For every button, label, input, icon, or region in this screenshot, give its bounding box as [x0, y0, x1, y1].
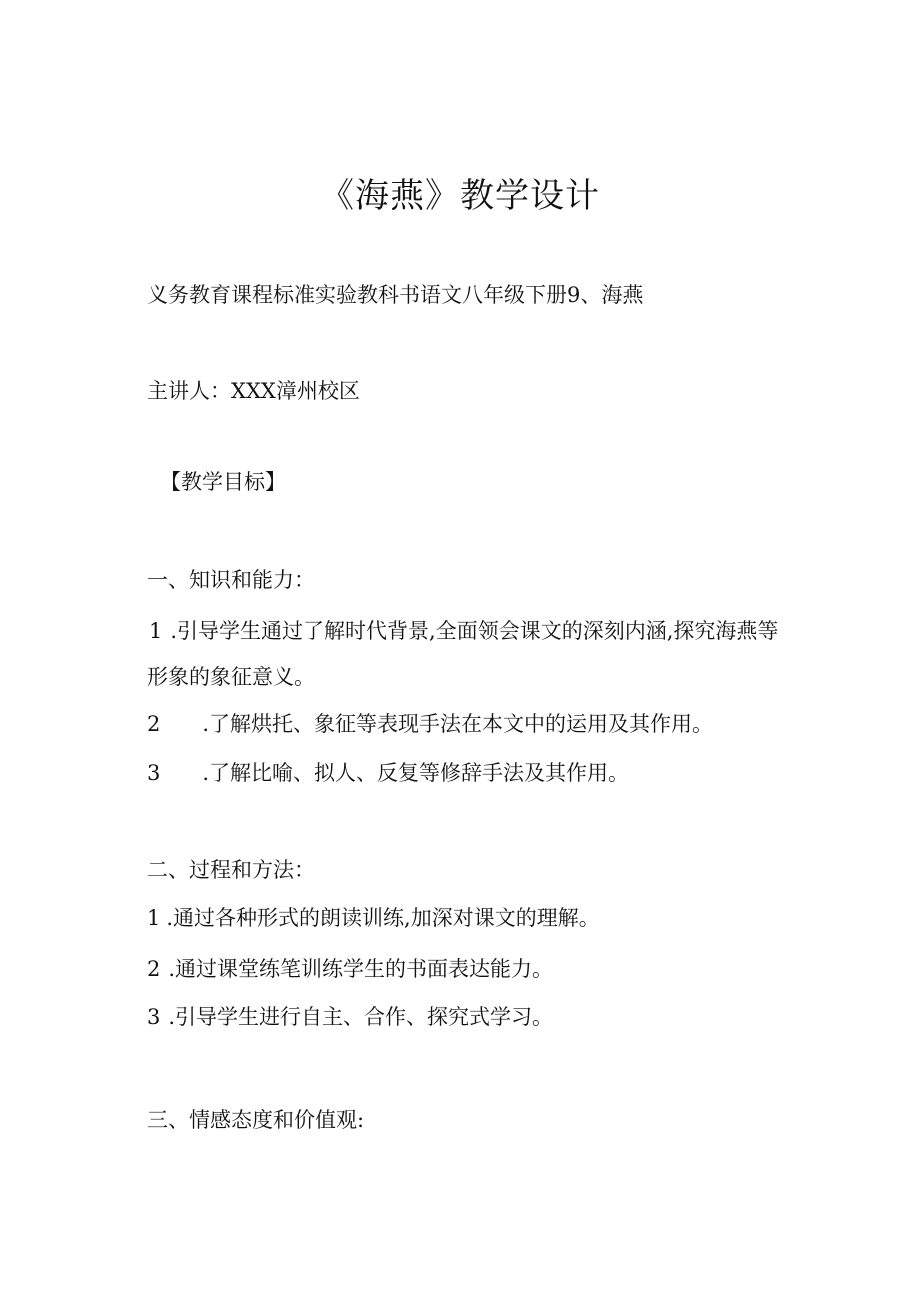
section-heading-knowledge: 一、知识和能力： — [147, 568, 315, 592]
speaker-line: 主讲人：XXX漳州校区 — [147, 379, 360, 403]
item-number: 1 — [147, 906, 161, 930]
section-heading-values: 三、情感态度和价值观: — [147, 1108, 365, 1132]
list-item — [147, 1002, 553, 1032]
item-number: 2 — [147, 957, 161, 981]
item-number: 1 — [149, 619, 163, 643]
item-text: .通过课堂练笔训练学生的书面表达能力。 — [168, 957, 554, 981]
objectives-heading: 【教学目标】 — [160, 470, 286, 494]
list-item — [147, 608, 779, 700]
list-item — [147, 758, 629, 788]
list-item — [147, 954, 553, 984]
item-number: 3 — [147, 1005, 161, 1029]
document-subtitle: 义务教育课程标准实验教科书语文八年级下册9、海燕 — [147, 283, 644, 307]
item-number: 3 — [147, 761, 161, 785]
item-text: .了解比喻、拟人、反复等修辞手法及其作用。 — [202, 761, 630, 785]
list-item — [147, 709, 713, 739]
item-text: .了解烘托、象征等表现手法在本文中的运用及其作用。 — [202, 712, 714, 736]
list-item — [147, 903, 600, 933]
section-heading-process: 二、过程和方法： — [147, 858, 315, 882]
item-text: .引导学生进行自主、合作、探究式学习。 — [168, 1005, 554, 1029]
item-text: .通过各种形式的朗读训练,加深对课文的理解。 — [166, 906, 600, 930]
item-text: .引导学生通过了解时代背景,全面领会课文的深刻内涵,探究海燕等形象的象征意义。 — [147, 619, 779, 689]
item-number: 2 — [147, 712, 161, 736]
document-title: 《海燕》教学设计 — [320, 176, 600, 216]
